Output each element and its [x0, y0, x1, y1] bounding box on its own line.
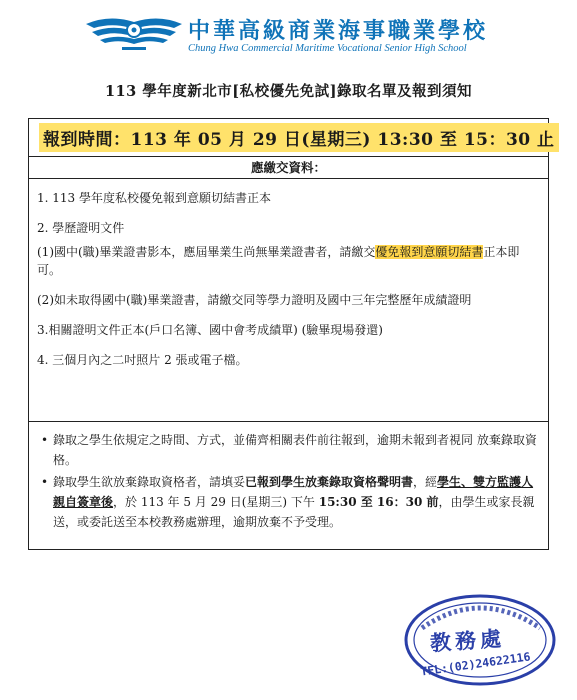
list-item: (2)如未取得國中(職)畢業證書，請繳交同等學力證明及國中三年完整歷年成績證明 [37, 293, 472, 307]
item-text: (1)國中(職)畢業證書影本，應屆畢業生尚無畢業證書者，請繳交 [37, 245, 376, 259]
list-item: 2. 學歷證明文件 [37, 221, 125, 235]
report-time-text: 報到時間：113 年 05 月 29 日(星期三) 13:30 至 15：30 止 [39, 123, 559, 152]
note-item [41, 472, 538, 532]
school-name-cn: 中華高級商業海事職業學校 [188, 18, 489, 44]
note-item [41, 430, 538, 470]
note-text: ，由學生或家長親送，或委託送至本校教務處辦理，逾期放棄不予受理。 [53, 495, 535, 529]
note-text: ，於 113 年 5 月 29 日(星期三) 下午 [113, 495, 319, 509]
document-title: 113 學年度新北市[私校優先免試]錄取名單及報到須知 [104, 83, 473, 100]
school-name-en: Chung Hwa Commercial Maritime Vocational Senior High School [188, 43, 467, 54]
list-item: 1. 113 學年度私校優免報到意願切結書正本 [37, 191, 271, 205]
required-documents-header: 應繳交資料： [29, 157, 548, 179]
list-item: 3.相關證明文件正本(戶口名簿、國中會考成績單) (驗畢現場發還) [37, 323, 383, 337]
report-time-row [29, 119, 555, 157]
note-underlined-text: 學生、雙方監護人親自簽章後 [53, 475, 534, 509]
note-bold-text: 15:30 至 16：30 前 [318, 495, 439, 509]
note-text: 錄取學生欲放棄錄取資格者，請填妥 [53, 475, 246, 489]
note-text: 錄取之學生依規定之時間、方式，並備齊相關表件前往報到，逾期未報到者視同 放棄錄取資格。 [53, 433, 537, 467]
notice-box [28, 118, 555, 550]
school-header [84, 10, 489, 58]
stamp-label: 教務處 [429, 625, 506, 656]
bullet-icon: • [41, 433, 49, 447]
item-text: 正本即可。 [37, 245, 520, 277]
school-logo-icon [84, 10, 184, 56]
list-item: 4. 三個月內之二吋照片 2 張或電子檔。 [37, 353, 248, 367]
stamp-telephone: TEL:(02)24622116 [419, 649, 532, 679]
required-documents-list [29, 179, 548, 422]
highlighted-text: 優免報到意願切結書 [375, 245, 484, 259]
bullet-icon: • [41, 475, 49, 489]
note-bold-text: 已報到學生放棄錄取資格聲明書 [245, 475, 414, 489]
list-item [37, 243, 540, 279]
note-text: ，經 [413, 475, 438, 489]
notes-section [29, 422, 548, 534]
